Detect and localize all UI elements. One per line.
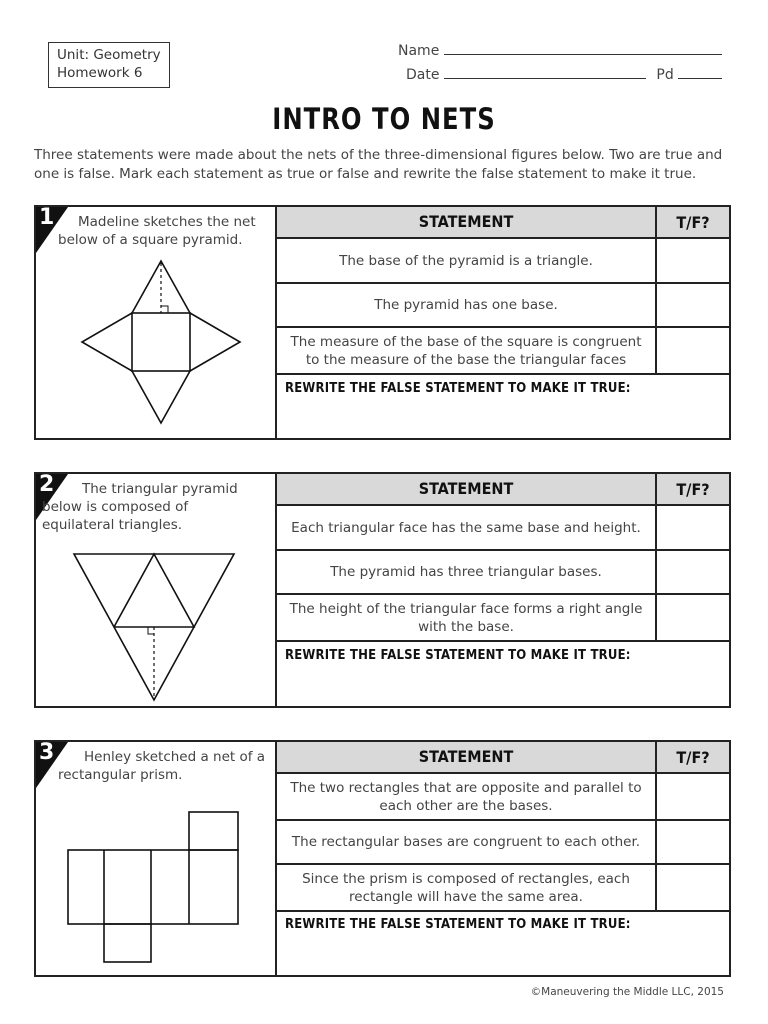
homework-label: Homework 6 [57,65,143,81]
statement-table [277,207,729,438]
problem-number: 1 [39,205,55,230]
rectangular-prism-net-icon [36,742,277,979]
copyright-footer: ©Maneuvering the Middle LLC, 2015 [530,986,724,998]
table-row [277,239,729,284]
statement-text: The pyramid has three triangular bases. [277,551,657,593]
tf-header: T/F? [676,479,710,499]
statement-text: The two rectangles that are opposite and parallel to each other are the bases. [277,774,657,819]
problem-number: 3 [39,740,55,765]
statement-text: The measure of the base of the square is congruent to the measure of the base the triangular faces [277,328,657,373]
tf-answer-field[interactable] [657,284,729,326]
tf-answer-field[interactable] [657,821,729,863]
problem-prompt: The triangular pyramid below is composed of equilateral triangles. [42,481,238,533]
problem-number: 2 [39,472,55,497]
rewrite-label: REWRITE THE FALSE STATEMENT TO MAKE IT TRUE: [285,381,631,396]
pd-field[interactable] [678,66,722,79]
square-pyramid-net-icon [36,207,277,442]
statement-text: The rectangular bases are congruent to each other. [277,821,657,863]
rewrite-label: REWRITE THE FALSE STATEMENT TO MAKE IT TRUE: [285,648,631,663]
tf-answer-field[interactable] [657,595,729,640]
unit-box [48,42,170,88]
unit-label: Unit: Geometry [57,47,161,63]
statement-text: The height of the triangular face forms a right angle with the base. [277,595,657,640]
statement-text: Each triangular face has the same base and height. [277,506,657,549]
problem-1 [34,205,731,440]
name-line [398,42,722,59]
table-row [277,821,729,865]
date-field[interactable] [444,66,646,79]
tf-answer-field[interactable] [657,551,729,593]
triangular-pyramid-net-icon [36,474,277,710]
table-row [277,551,729,595]
instructions: Three statements were made about the nets of the three-dimensional figures below. Two are true and one is false. Mark each statement as true or false and rewrite the false statement to make it true. [34,147,723,182]
problem-prompt: Madeline sketches the net below of a square pyramid. [58,214,256,248]
date-line [406,66,722,83]
name-label: Name [398,43,440,59]
statement-table [277,742,729,975]
tf-answer-field[interactable] [657,328,729,373]
problem-2-figure-cell [36,474,277,706]
statement-text: The pyramid has one base. [277,284,657,326]
pd-label: Pd [656,67,674,83]
rewrite-answer-field[interactable] [277,399,729,438]
table-row [277,328,729,375]
tf-header: T/F? [676,747,710,767]
table-row [277,506,729,551]
name-field[interactable] [444,42,722,55]
table-header [277,474,729,506]
statement-header: STATEMENT [277,207,657,237]
rewrite-answer-field[interactable] [277,935,729,975]
problem-1-figure-cell [36,207,277,438]
problem-prompt: Henley sketched a net of a rectangular prism. [58,749,266,783]
problem-3 [34,740,731,977]
page-title: INTRO TO NETS [272,102,496,137]
tf-answer-field[interactable] [657,774,729,819]
table-header [277,207,729,239]
tf-answer-field[interactable] [657,239,729,282]
table-row [277,865,729,912]
tf-answer-field[interactable] [657,506,729,549]
table-row [277,284,729,328]
table-header [277,742,729,774]
table-row [277,595,729,642]
tf-answer-field[interactable] [657,865,729,910]
statement-header: STATEMENT [277,742,657,772]
date-label: Date [406,67,440,83]
rewrite-label: REWRITE THE FALSE STATEMENT TO MAKE IT TRUE: [285,917,631,932]
rewrite-answer-field[interactable] [277,666,729,706]
statement-text: The base of the pyramid is a triangle. [277,239,657,282]
statement-text: Since the prism is composed of rectangles, each rectangle will have the same area. [277,865,657,910]
tf-header: T/F? [676,212,710,232]
table-row [277,774,729,821]
statement-table [277,474,729,706]
problem-2 [34,472,731,708]
problem-3-figure-cell [36,742,277,975]
statement-header: STATEMENT [277,474,657,504]
